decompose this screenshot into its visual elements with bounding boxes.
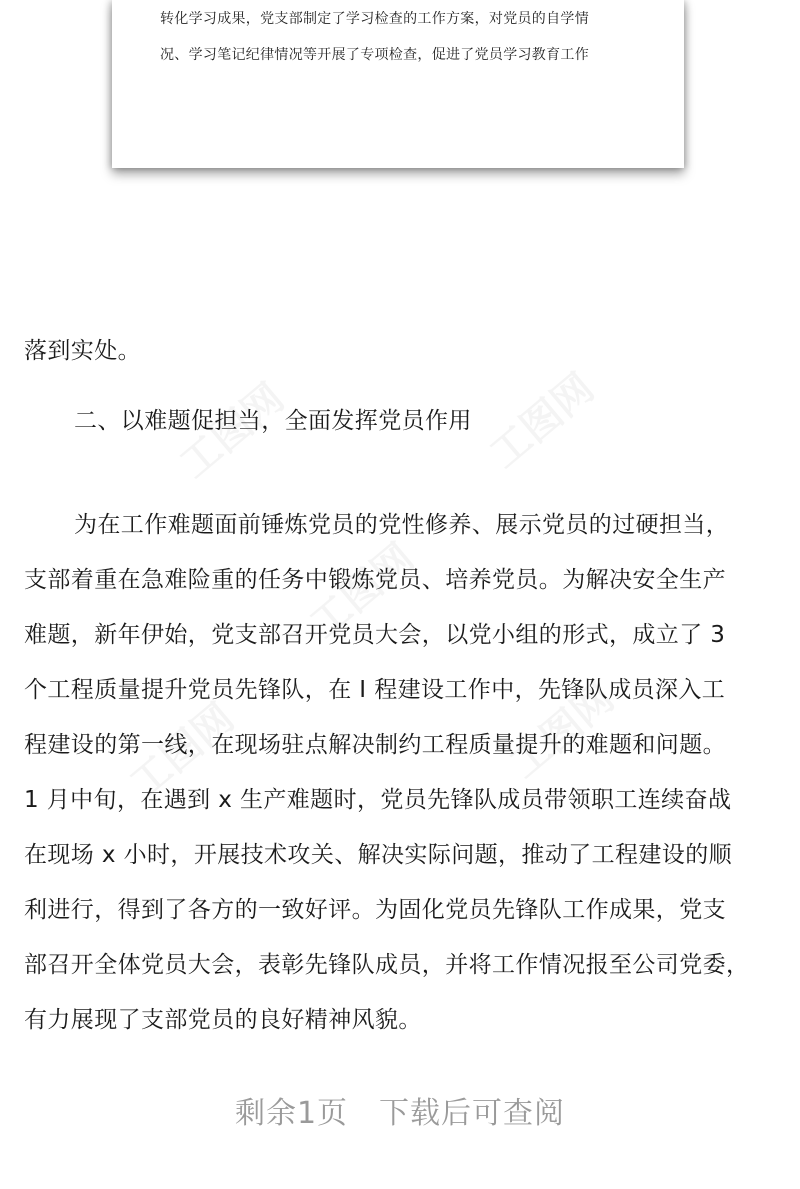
document-page-preview	[112, 0, 684, 168]
paragraph-line: 为在工作难题面前锤炼党员的党性修养、展示党员的过硬担当，	[74, 512, 730, 538]
paragraph-line: 1 月中旬，在遇到 x 生产难题时，党员先锋队成员带领职工连续奋战	[24, 787, 732, 813]
card-text-line-1: 转化学习成果，党支部制定了学习检查的工作方案，对党员的自学情	[160, 11, 589, 27]
watermark	[476, 358, 605, 479]
section-heading: 二、以难题促担当，全面发挥党员作用	[74, 408, 472, 434]
paragraph-line: 难题，新年伊始，党支部召开党员大会，以党小组的形式，成立了 3	[24, 622, 726, 648]
paragraph-line: 个工程质量提升党员先锋队，在 I 程建设工作中，先锋队成员深入工	[24, 677, 726, 703]
remaining-pages-notice[interactable]: 剩余1页 下载后可查阅	[234, 1096, 566, 1131]
paragraph-line: 在现场 x 小时，开展技术攻关、解决实际问题，推动了工程建设的顺	[24, 842, 733, 868]
paragraph-line: 有力展现了支部党员的良好精神风貌。	[24, 1007, 422, 1033]
card-text-line-2: 况、学习笔记纪律情况等开展了专项检查，促进了党员学习教育工作	[160, 47, 589, 63]
paragraph-line: 部召开全体党员大会，表彰先锋队成员，并将工作情况报至公司党委，	[24, 952, 750, 978]
paragraph-line: 支部着重在急难险重的任务中锻炼党员、培养党员。为解决安全生产	[24, 567, 726, 593]
paragraph-line: 程建设的第一线，在现场驻点解决制约工程质量提升的难题和问题。	[24, 732, 726, 758]
paragraph-line: 利进行，得到了各方的一致好评。为固化党员先锋队工作成果，党支	[24, 897, 726, 923]
paragraph-continuation: 落到实处。	[24, 338, 141, 364]
